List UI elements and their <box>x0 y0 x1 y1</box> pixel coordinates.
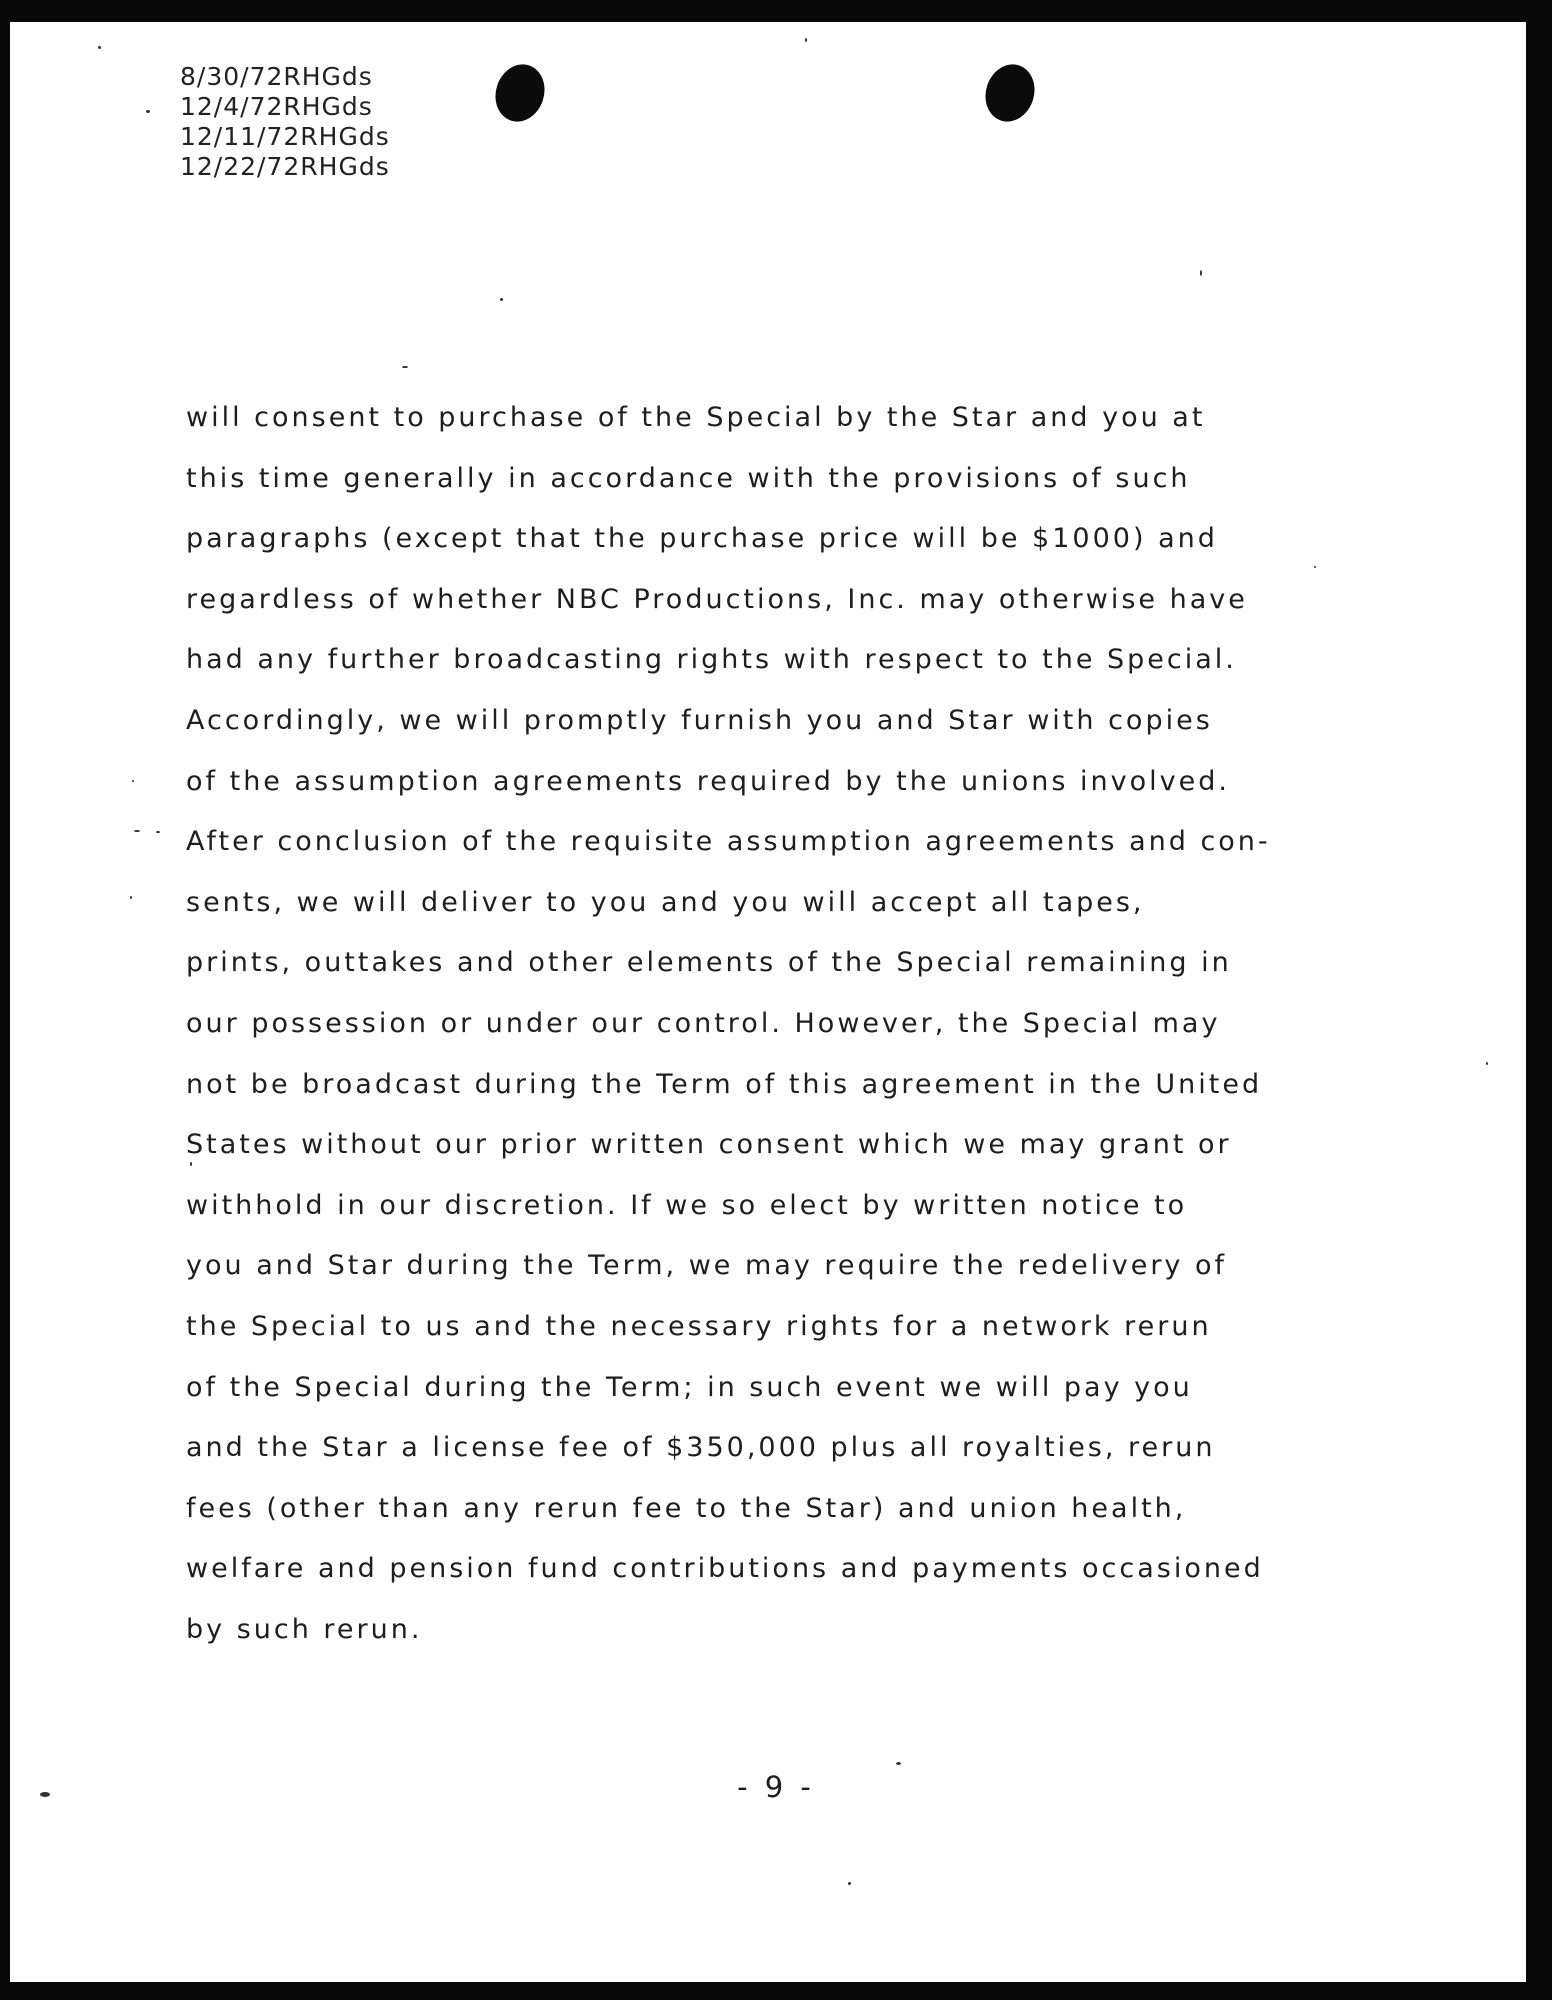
scan-speck <box>1200 270 1202 276</box>
text-line: you and Star during the Term, we may require the redelivery of <box>186 1250 1228 1282</box>
draft-code: 12/22/72RHGds <box>180 152 390 181</box>
text-line: After conclusion of the requisite assumption agreements and con- <box>186 826 1271 858</box>
text-line: regardless of whether NBC Productions, Inc. may otherwise have <box>186 583 1248 615</box>
text-line: and the Star a license fee of $350,000 plus all royalties, rerun <box>186 1432 1216 1464</box>
scan-speck <box>805 38 807 42</box>
scan-speck <box>1314 566 1316 568</box>
scan-speck <box>896 1762 901 1765</box>
text-line: of the Special during the Term; in such event we will pay you <box>186 1371 1193 1403</box>
text-line: our possession or under our control. However, the Special may <box>186 1007 1221 1039</box>
scan-speck <box>402 366 408 368</box>
text-line: by such rerun. <box>186 1613 423 1645</box>
scan-speck <box>132 780 134 782</box>
scan-speck <box>848 1882 851 1885</box>
text-line: had any further broadcasting rights with respect to the Special. <box>186 644 1237 676</box>
draft-code: 12/11/72RHGds <box>180 122 390 151</box>
scan-speck <box>500 298 503 301</box>
text-line: sents, we will deliver to you and you will accept all tapes, <box>186 886 1145 918</box>
text-line: prints, outtakes and other elements of the Special remaining in <box>186 947 1232 979</box>
draft-code: 12/4/72RHGds <box>180 92 373 121</box>
scan-speck <box>190 1162 192 1166</box>
scan-speck <box>1486 1062 1488 1065</box>
scan-speck <box>130 896 132 899</box>
page-number: - 9 - <box>737 1770 815 1804</box>
draft-code: 8/30/72RHGds <box>180 62 373 91</box>
text-line: welfare and pension fund contributions and payments occasioned <box>186 1553 1264 1585</box>
scan-speck <box>156 831 160 833</box>
text-line: States without our prior written consent which we may grant or <box>186 1129 1232 1161</box>
text-line: Accordingly, we will promptly furnish you and Star with copies <box>186 704 1213 736</box>
scan-speck <box>98 46 101 49</box>
text-line: fees (other than any rerun fee to the Star) and union health, <box>186 1492 1187 1524</box>
text-line: this time generally in accordance with the provisions of such <box>186 462 1191 494</box>
text-line: the Special to us and the necessary rights for a network rerun <box>186 1310 1212 1342</box>
text-line: withhold in our discretion. If we so elect by written notice to <box>186 1189 1188 1221</box>
scan-speck <box>134 830 140 832</box>
text-line: not be broadcast during the Term of this agreement in the United <box>186 1068 1263 1100</box>
scan-speck <box>146 110 150 113</box>
body-paragraph <box>186 388 1386 1660</box>
text-line: of the assumption agreements required by the unions involved. <box>186 765 1230 797</box>
scan-speck <box>40 1792 50 1797</box>
text-line: will consent to purchase of the Special by the Star and you at <box>186 402 1206 433</box>
punch-hole-right <box>978 58 1042 128</box>
text-line: paragraphs (except that the purchase price will be $1000) and <box>186 523 1218 555</box>
punch-hole-left <box>488 58 552 128</box>
draft-codes <box>180 62 390 182</box>
